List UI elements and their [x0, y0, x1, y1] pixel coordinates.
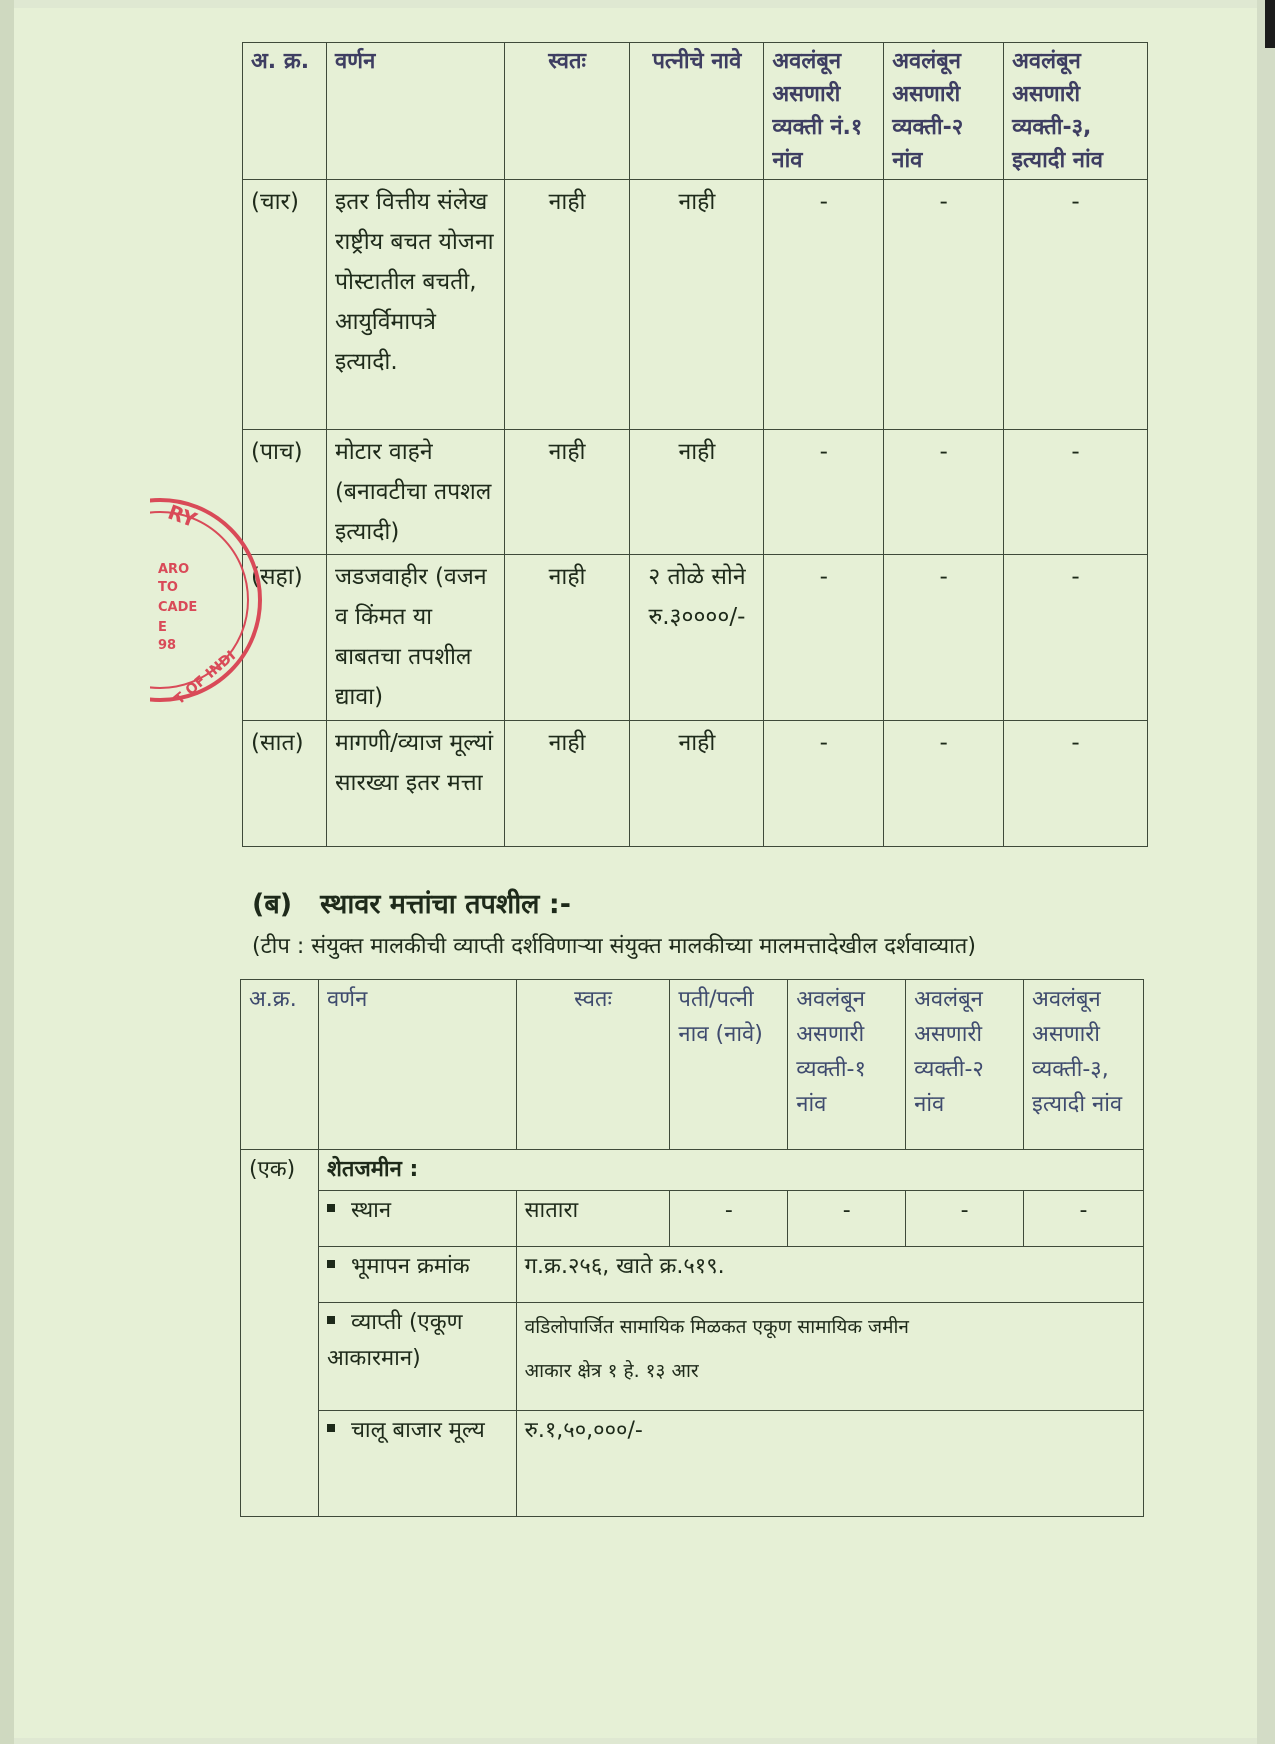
section-b-note: (टीप : संयुक्त मालकीची व्याप्ती दर्शविणाऱ्या संयुक्त मालकीच्या मालमत्तादेखील दर्शवाव्यात) — [252, 934, 976, 959]
movable-assets-table — [242, 42, 1148, 847]
header-dependent-3: अवलंबून असणारी व्यक्ती-३, इत्यादी नांव — [1024, 980, 1144, 1150]
extent-value-cell — [516, 1303, 1143, 1411]
row-sr: (पाच) — [243, 430, 327, 555]
row-dependent-1: - — [764, 180, 884, 430]
row-sr: (सहा) — [243, 555, 327, 721]
row-sr: (चार) — [243, 180, 327, 430]
extent-label-cell — [318, 1303, 516, 1411]
header-sr: अ.क्र. — [241, 980, 319, 1150]
row-spouse: नाही — [630, 180, 764, 430]
stamp-text: E — [158, 620, 167, 635]
notary-stamp — [150, 490, 268, 720]
row-description: मोटार वाहने (बनावटीचा तपशल इत्यादी) — [326, 430, 504, 555]
group-sr: (एक) — [241, 1150, 319, 1517]
location-dependent-2: - — [906, 1191, 1024, 1247]
survey-label-cell — [318, 1247, 516, 1303]
header-spouse: पती/पत्नी नाव (नावे) — [670, 980, 788, 1150]
location-label-cell — [318, 1191, 516, 1247]
header-self: स्वतः — [504, 43, 630, 180]
section-b-title: स्थावर मत्तांचा तपशील :- — [320, 889, 571, 920]
market-label: चालू बाजार मूल्य — [350, 1418, 485, 1443]
stamp-text: RY — [164, 499, 201, 533]
page-edge-right — [1257, 0, 1275, 1744]
table-header-row — [243, 43, 1148, 180]
stamp-text: T OF INDI — [171, 647, 239, 709]
location-dependent-1: - — [788, 1191, 906, 1247]
bullet-icon — [327, 1204, 335, 1212]
row-dependent-2: - — [884, 180, 1004, 430]
row-description: इतर वित्तीय संलेख राष्ट्रीय बचत योजना पोस्टातील बचती, आयुर्विमापत्रे इत्यादी. — [326, 180, 504, 430]
row-dependent-3: - — [1004, 555, 1148, 721]
header-dependent-2: अवलंबून असणारी व्यक्ती-२ नांव — [884, 43, 1004, 180]
row-dependent-1: - — [764, 555, 884, 721]
header-dependent-1: अवलंबून असणारी व्यक्ती-१ नांव — [788, 980, 906, 1150]
table-row — [243, 180, 1148, 430]
section-b-number: (ब) — [252, 889, 293, 920]
row-dependent-2: - — [884, 555, 1004, 721]
row-self: नाही — [504, 180, 630, 430]
header-dependent-3: अवलंबून असणारी व्यक्ती-३, इत्यादी नांव — [1004, 43, 1148, 180]
location-spouse: - — [670, 1191, 788, 1247]
bullet-icon — [327, 1260, 335, 1268]
header-description: वर्णन — [326, 43, 504, 180]
binding-shadow — [1265, 0, 1275, 48]
group-row — [241, 1150, 1144, 1191]
row-self: नाही — [504, 721, 630, 847]
extent-value-line-1: वडिलोपार्जित सामायिक मिळकत एकूण सामायिक जमीन — [524, 1316, 909, 1338]
extent-value-line-2: आकार क्षेत्र १ हे. १३ आर — [524, 1360, 699, 1382]
table-row — [243, 721, 1148, 847]
stamp-text: TO — [158, 580, 178, 595]
header-sr: अ. क्र. — [243, 43, 327, 180]
page-edge-left — [0, 0, 14, 1744]
location-dependent-3: - — [1024, 1191, 1144, 1247]
row-dependent-3: - — [1004, 430, 1148, 555]
table-row — [241, 1191, 1144, 1247]
row-dependent-2: - — [884, 430, 1004, 555]
table-row — [243, 555, 1148, 721]
table-row — [241, 1411, 1144, 1517]
section-b-heading — [252, 884, 571, 921]
row-spouse: नाही — [630, 721, 764, 847]
table-row — [241, 1247, 1144, 1303]
header-dependent-2: अवलंबून असणारी व्यक्ती-२ नांव — [906, 980, 1024, 1150]
row-dependent-3: - — [1004, 180, 1148, 430]
survey-value: ग.क्र.२५६, खाते क्र.५१९. — [516, 1247, 1143, 1303]
bullet-icon — [327, 1424, 335, 1432]
immovable-assets-table — [240, 979, 1144, 1517]
row-description: मागणी/व्याज मूल्यां सारख्या इतर मत्ता — [326, 721, 504, 847]
row-sr: (सात) — [243, 721, 327, 847]
header-description: वर्णन — [318, 980, 516, 1150]
survey-label: भूमापन क्रमांक — [350, 1254, 470, 1279]
row-dependent-1: - — [764, 430, 884, 555]
market-value: रु.१,५०,०००/- — [516, 1411, 1143, 1517]
bullet-icon — [327, 1316, 335, 1324]
table-row — [241, 1303, 1144, 1411]
row-spouse: नाही — [630, 430, 764, 555]
header-self: स्वतः — [516, 980, 670, 1150]
row-dependent-3: - — [1004, 721, 1148, 847]
stamp-text: ARO — [158, 562, 190, 577]
group-title: शेतजमीन : — [318, 1150, 1143, 1191]
row-dependent-1: - — [764, 721, 884, 847]
row-description: जडजवाहीर (वजन व किंमत या बाबतचा तपशील द्यावा) — [326, 555, 504, 721]
row-self: नाही — [504, 555, 630, 721]
table-row — [243, 430, 1148, 555]
row-spouse: २ तोळे सोने रु.३००००/- — [630, 555, 764, 721]
stamp-text: 98 — [158, 638, 177, 653]
header-spouse: पत्नीचे नावे — [630, 43, 764, 180]
location-self: सातारा — [516, 1191, 670, 1247]
row-self: नाही — [504, 430, 630, 555]
row-dependent-2: - — [884, 721, 1004, 847]
market-label-cell — [318, 1411, 516, 1517]
location-label: स्थान — [350, 1198, 392, 1223]
header-dependent-1: अवलंबून असणारी व्यक्ती नं.१ नांव — [764, 43, 884, 180]
table-header-row — [241, 980, 1144, 1150]
extent-label: व्याप्ती (एकूण आकारमान) — [326, 1310, 463, 1371]
stamp-text: CADE — [158, 600, 198, 615]
